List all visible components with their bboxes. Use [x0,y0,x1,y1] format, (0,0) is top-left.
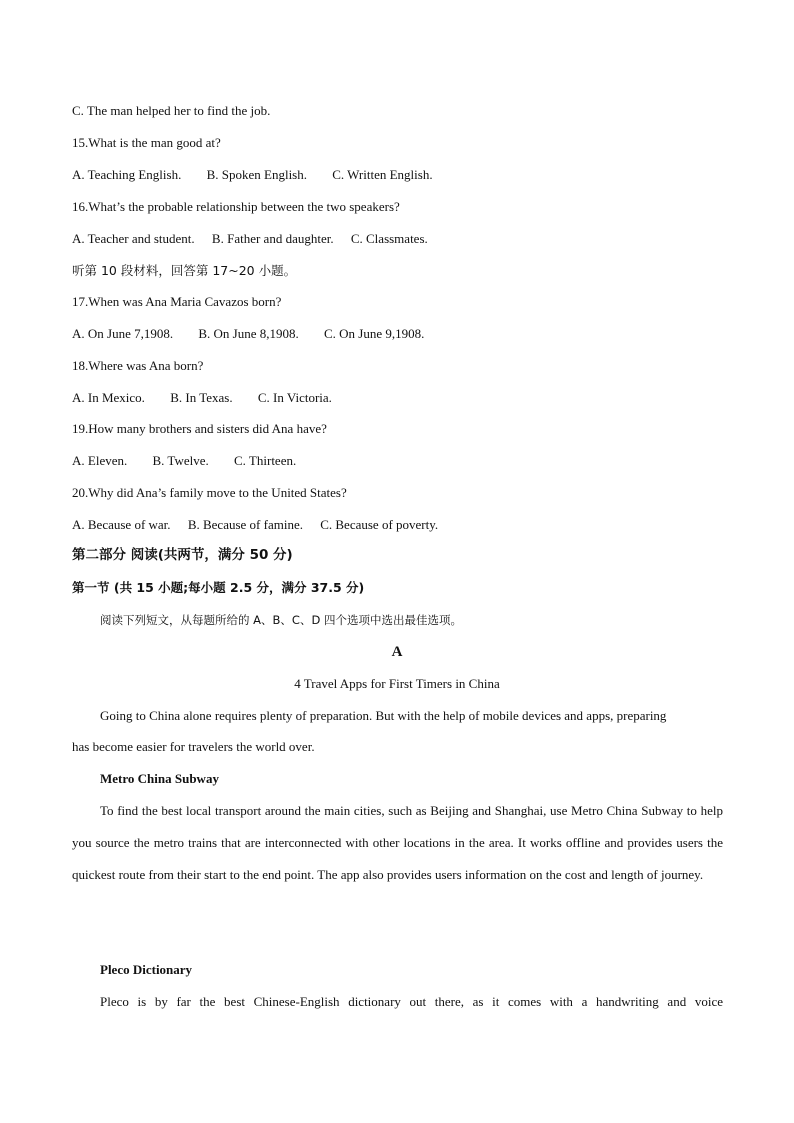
q20-option-a: A. Because of war. [72,517,171,532]
q15-option-a: A. Teaching English. [72,167,182,182]
q18-option-b: B. In Texas. [170,390,233,405]
q17-option-a: A. On June 7,1908. [72,326,174,341]
q20-option-c: C. Because of poverty. [320,517,439,532]
q19-options [72,453,318,469]
q16-question: 16.What’s the probable relationship between the two speakers? [72,199,400,214]
q18-question: 18.Where was Ana born? [72,358,204,373]
q17-question: 17.When was Ana Maria Cavazos born? [72,294,282,309]
section-10-instruction: 听第 10 段材料，回答第 17~20 小题。 [72,263,297,278]
app1-heading: Metro China Subway [100,771,219,786]
q15-options [72,167,455,183]
q15-option-b: B. Spoken English. [206,167,307,182]
q20-question: 20.Why did Ana’s family move to the United States? [72,485,347,500]
q18-option-a: A. In Mexico. [72,390,145,405]
q19-option-b: B. Twelve. [152,453,209,468]
passage-intro-line2: has become easier for travelers the world over. [72,739,315,754]
section1-heading: 第一节 (共 15 小题;每小题 2.5 分，满分 37.5 分) [72,580,365,595]
app2-paragraph: Pleco is by far the best Chinese-English dictionary out there, as it comes with a handwriting and voice [100,994,723,1009]
q16-option-a: A. Teacher and student. [72,231,195,246]
q16-options [72,231,450,247]
q15-option-c: C. Written English. [332,167,433,182]
q17-option-c: C. On June 9,1908. [324,326,425,341]
passage-intro-line1: Going to China alone requires plenty of preparation. But with the help of mobile devices and apps, preparing [100,708,667,723]
app2-heading: Pleco Dictionary [100,962,193,977]
q17-option-b: B. On June 8,1908. [198,326,299,341]
reading-instruction: 阅读下列短文，从每题所给的 A、B、C、D 四个选项中选出最佳选项。 [100,613,462,627]
q20-option-b: B. Because of famine. [187,517,303,532]
part2-heading: 第二部分 阅读(共两节，满分 50 分) [72,547,293,563]
q19-question: 19.How many brothers and sisters did Ana have? [72,421,327,436]
q19-option-a: A. Eleven. [72,453,128,468]
q19-option-c: C. Thirteen. [234,453,297,468]
q16-option-c: C. Classmates. [350,231,428,246]
passage-title: 4 Travel Apps for First Timers in China [294,676,500,691]
q16-option-b: B. Father and daughter. [211,231,334,246]
q15-question: 15.What is the man good at? [72,135,221,150]
passage-letter: A [391,644,403,660]
q18-option-c: C. In Victoria. [257,390,332,405]
q17-options [72,326,446,342]
app1-paragraph: To find the best local transport around the main cities, such as Beijing and Shanghai, use Metro China Subway to help you source the metro trains that are interconnected with other locations in the area. It works offline and provides users the quickest route from their start to the end point. The app also provides users information on the cost and length of journey. [72,803,723,882]
q20-options [72,517,460,533]
q14-option-c: C. The man helped her to find the job. [72,103,271,118]
q18-options [72,390,354,406]
